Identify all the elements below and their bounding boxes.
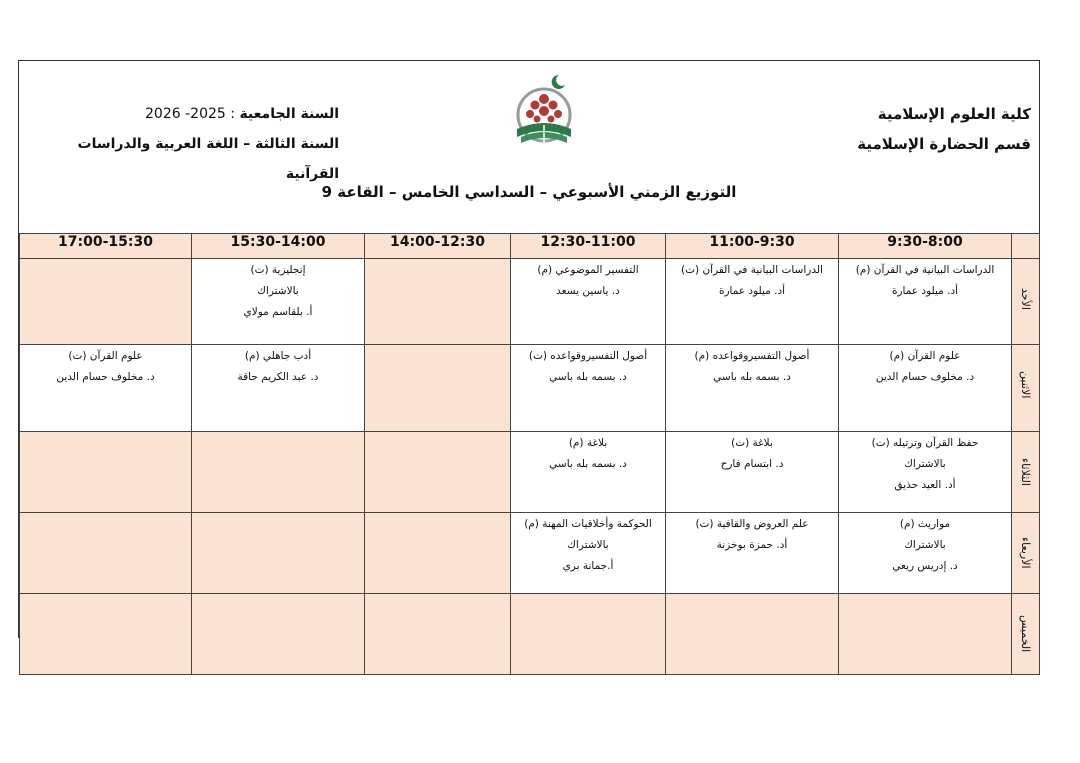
time-slot-header: 14:00-12:30 [365,234,511,259]
course-name: التفسير الموضوعي (م) [537,264,639,276]
course-name: علوم القرآن (ت) [68,350,143,362]
class-session-cell [511,345,666,432]
day-label-cell [1012,259,1040,345]
empty-slot-cell [365,594,511,675]
day-name: الأربعاء [1019,537,1032,569]
time-slot-header: 12:30-11:00 [511,234,666,259]
time-slot-header: 11:00-9:30 [666,234,839,259]
document-frame [18,60,1040,653]
empty-slot-cell [20,513,192,594]
empty-slot-cell [20,432,192,513]
academic-year-value: : 2025- 2026 [145,106,240,122]
day-label-cell [1012,345,1040,432]
session-detail: أ.جمانة بري [562,560,614,572]
class-session-cell [666,345,839,432]
empty-slot-cell [365,432,511,513]
college-logo [499,67,589,175]
class-session-cell [839,432,1012,513]
day-name: الخميس [1019,615,1032,653]
session-detail: أد. العيد حذيق [894,479,956,491]
header-corner [1012,234,1040,259]
study-level-label: السنة الثالثة – [243,136,339,152]
class-session-cell [839,345,1012,432]
day-row [20,345,1040,432]
session-detail: د. بسمه بله باسي [713,371,791,383]
class-session-cell [511,259,666,345]
time-slot-header: 17:00-15:30 [20,234,192,259]
session-detail: أد. ميلود عمارة [718,285,786,297]
session-detail: أ. بلقاسم مولاي [243,306,313,318]
course-name: أدب جاهلي (م) [244,350,312,362]
course-name: أصول التفسيروقواعده (م) [694,350,810,362]
session-detail: د. بسمه بله باسي [549,458,627,470]
empty-slot-cell [192,513,365,594]
empty-slot-cell [20,594,192,675]
session-detail: بالاشتراك [257,285,299,297]
timetable [19,233,1040,675]
class-session-cell [511,432,666,513]
specialty-name: اللغة العربية والدراسات القرآنية [77,136,339,182]
academic-year-label: السنة الجامعية [239,106,339,122]
course-name: بلاغة (ت) [731,437,773,449]
day-row [20,594,1040,675]
study-level [39,129,339,189]
class-session-cell [192,345,365,432]
class-session-cell [20,345,192,432]
empty-slot-cell [365,513,511,594]
time-slot-header: 9:30-8:00 [839,234,1012,259]
empty-slot-cell [20,259,192,345]
day-row [20,513,1040,594]
session-detail: أد. ميلود عمارة [891,285,959,297]
empty-slot-cell [666,594,839,675]
empty-slot-cell [365,345,511,432]
institution-header [857,99,1031,159]
time-slot-header: 15:30-14:00 [192,234,365,259]
course-name: الحوكمة وأخلاقيات المهنة (م) [524,518,652,530]
course-name: حفظ القرآن وترتيله (ت) [871,437,979,449]
class-session-cell [511,513,666,594]
class-session-cell [839,259,1012,345]
day-label-cell [1012,513,1040,594]
course-name: أصول التفسيروقواعده (ت) [528,350,648,362]
day-label-cell [1012,594,1040,675]
session-detail: د. إدريس ريعي [892,560,958,572]
course-name: إنجليزية (ت) [250,264,306,276]
day-row [20,259,1040,345]
session-detail: د. ابتسام فارح [720,458,784,470]
course-name: الدراسات البيانية في القرآن (م) [855,264,995,276]
session-detail: بالاشتراك [904,458,946,470]
session-detail: د. مخلوف حسام الدين [56,371,155,383]
day-name: الثلاثاء [1019,458,1032,486]
session-detail: بالاشتراك [567,539,609,551]
department-name: قسم الحضارة الإسلامية [857,135,1031,153]
class-session-cell [666,432,839,513]
class-session-cell [666,513,839,594]
time-header-row [20,234,1040,259]
course-name: مواريث (م) [899,518,951,530]
empty-slot-cell [192,594,365,675]
empty-slot-cell [511,594,666,675]
class-session-cell [192,259,365,345]
session-detail: د. ياسين يسعد [556,285,620,297]
academic-info [39,99,339,189]
college-name: كلية العلوم الإسلامية [877,105,1031,123]
empty-slot-cell [192,432,365,513]
course-name: بلاغة (م) [568,437,608,449]
class-session-cell [839,513,1012,594]
course-name: علوم القرآن (م) [889,350,961,362]
schedule-title: التوزيع الزمني الأسبوعي – السداسي الخامس – القاعة 9 [321,183,737,201]
course-name: علم العروض والقافية (ت) [695,518,809,530]
session-detail: أد. حمزة بوخزنة [716,539,788,551]
day-label-cell [1012,432,1040,513]
day-row [20,432,1040,513]
day-name: الأحد [1019,288,1032,310]
session-detail: بالاشتراك [904,539,946,551]
course-name: الدراسات البيانية في القرآن (ت) [681,264,823,276]
empty-slot-cell [365,259,511,345]
class-session-cell [666,259,839,345]
session-detail: د. عبد الكريم حاقة [237,371,319,383]
session-detail: د. مخلوف حسام الدين [875,371,975,383]
session-detail: د. بسمه بله باسي [549,371,627,383]
day-name: الاثنين [1019,371,1032,399]
academic-year [39,99,339,129]
empty-slot-cell [839,594,1012,675]
